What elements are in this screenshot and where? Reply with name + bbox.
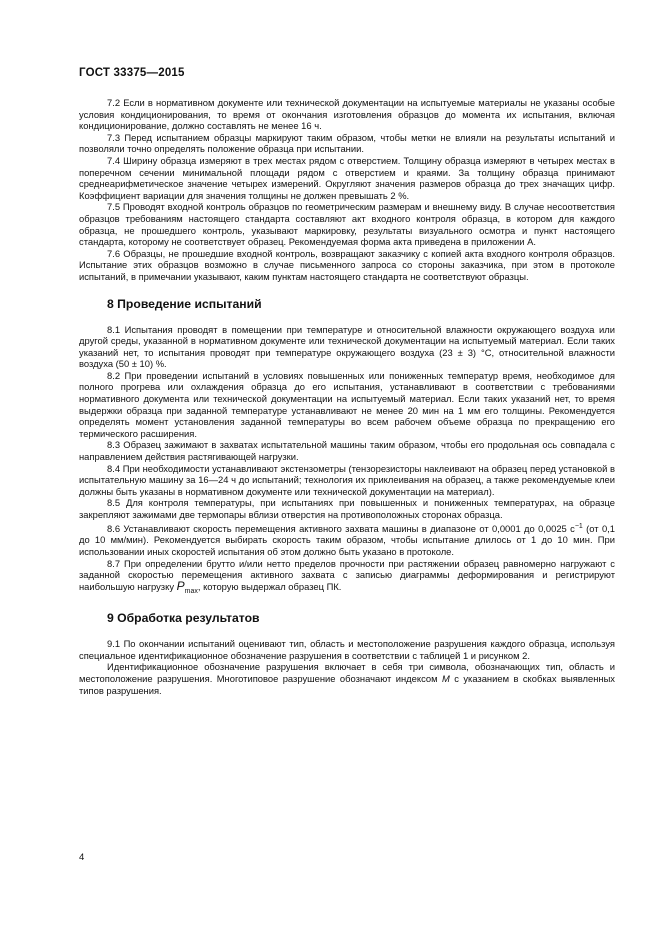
paragraph-7-4: 7.4 Ширину образца измеряют в трех местах рядом с отверстием. Толщину образца измеряют в четырех местах в поперечном сечении минимальной площади рядом с отверстием и краями. За толщину образца принимают среднеарифметическое значение четырех измерений. Округляют значения размеров образца до трех значащих цифр. Коэффициент вариации для значения толщины не должен превышать 2 %. — [79, 154, 615, 201]
paragraph-8-6-superscript: −1 — [574, 522, 583, 530]
paragraph-7-6: 7.6 Образцы, не прошедшие входной контроль, возвращают заказчику с копией акта входного контроля образцов. Испытание этих образцов возможно в случае письменного запроса со стороны заказчика, при этом в протоколе испытаний, в примечании указывают, каким пунктам настоящего стандарта не соответствуют образцы. — [79, 247, 615, 282]
document-header: ГОСТ 33375—2015 — [79, 67, 185, 79]
paragraph-9-text-b: с указанием в скобках выявленных типов разрушения. — [79, 672, 615, 696]
paragraph-7-2: 7.2 Если в нормативном документе или технической документации на испытуемые материалы не указаны особые условия кондиционирования, то время от окончания изготовления образцов до момента их испытания, включая кондиционирование, должно составлять не менее 16 ч. — [79, 97, 615, 132]
paragraph-8-6-text-b: (от 0,1 до 10 мм/мин). Рекомендуется выбирать скорость таким образом, чтобы испытание длилось от 1 до 10 мин. При использовании иных скоростей испытания об этом должно быть указано в протоколе. — [79, 522, 615, 557]
paragraph-8-3: 8.3 Образец зажимают в захватах испытательной машины таким образом, чтобы его продольная ось совпадала с направлением действия растягивающей нагрузки. — [79, 439, 615, 463]
paragraph-9-text-a: Идентификационное обозначение разрушения включает в себя три символа, обозначающих тип, область и местоположение разрушения. Многотиповое разрушение обозначают индексом — [79, 661, 615, 684]
paragraph-8-1: 8.1 Испытания проводят в помещении при температуре и относительной влажности окружающего воздуха или другой среды, указанной в нормативном документе или технической документации на испытуемый материал. Если таких указаний нет, то испытания проводят при температуре окружающего воздуха (23 ± 3) °С, относительной влажности воздуха (50 ± 10) %. — [79, 323, 615, 370]
paragraph-9-1-continued — [79, 661, 615, 696]
paragraph-9-1: 9.1 По окончании испытаний оценивают тип, область и местоположение разрушения каждого образца, используя специальное идентификационное обозначение разрушения в соответствии с таблицей 1 и рисунком 2. — [79, 638, 615, 661]
index-m-symbol: M — [441, 672, 450, 684]
pmax-symbol: P — [176, 578, 185, 593]
section-8-title: 8 Проведение испытаний — [107, 296, 262, 311]
paragraph-8-4: 8.4 При необходимости устанавливают экстензометры (тензорезисторы наклеивают на образец перед установкой в испытательную машину за 16—24 ч до испытаний; технология их приклеивания на образец, а также рекомендуемые клеи должны быть указаны в нормативном документе или технической документации на материал). — [79, 462, 615, 497]
section-9-title: 9 Обработка результатов — [107, 611, 260, 626]
pmax-subscript: max — [184, 587, 198, 595]
paragraph-7-3: 7.3 Перед испытанием образцы маркируют таким образом, чтобы метки не влияли на результаты испытаний и позволяли точно определять положение образца при испытании. — [79, 131, 615, 155]
paragraph-8-2: 8.2 При проведении испытаний в условиях повышенных или пониженных температур время, необходимое для полного прогрева или охлаждения образца до его испытания, устанавливают в соответствии с требованиями нормативного документа или технической документации на испытуемый материал. Если таких указаний нет, то время выдержки образца при заданной температуре устанавливают не менее 20 мин на 1 мм его толщины. Рекомендуется определять момент установления заданной температуры во всем рабочем объеме образца по прекращению его термического расширения. — [79, 369, 615, 439]
paragraph-8-7 — [79, 558, 615, 598]
paragraph-8-7-text-b: , которую выдержал образец ПК. — [197, 580, 342, 592]
paragraph-8-6 — [79, 521, 615, 558]
paragraph-8-5: 8.5 Для контроля температуры, при испытаниях при повышенных и пониженных температурах, на образце закрепляют зажимами две термопары вблизи отверстия на противоположных сторонах образца. — [79, 497, 615, 520]
paragraph-8-7-text-a: 8.7 При определении брутто и/или нетто пределов прочности при растяжении образец равномерно нагружают с заданной скоростью перемещения активного захвата с записью диаграммы деформирования и регистрируют наибольшую нагрузку — [79, 557, 615, 592]
page-number: 4 — [79, 852, 85, 863]
paragraph-8-6-text-a: 8.6 Устанавливают скорость перемещения активного захвата машины в диапазоне от 0,0001 до 0,0025 с — [107, 522, 575, 534]
paragraph-7-5: 7.5 Проводят входной контроль образцов по геометрическим размерам и внешнему виду. В случае несоответствия образцов требованиям настоящего стандарта составляют акт входного контроля образца, в котором для каждого образца, не прошедшего контроль, указывают маркировку, результаты визуального осмотра и пункт настоящего стандарта, которому не соответствует образец. Рекомендуемая форма акта приведена в приложении А. — [79, 201, 615, 248]
document-body — [79, 97, 615, 696]
